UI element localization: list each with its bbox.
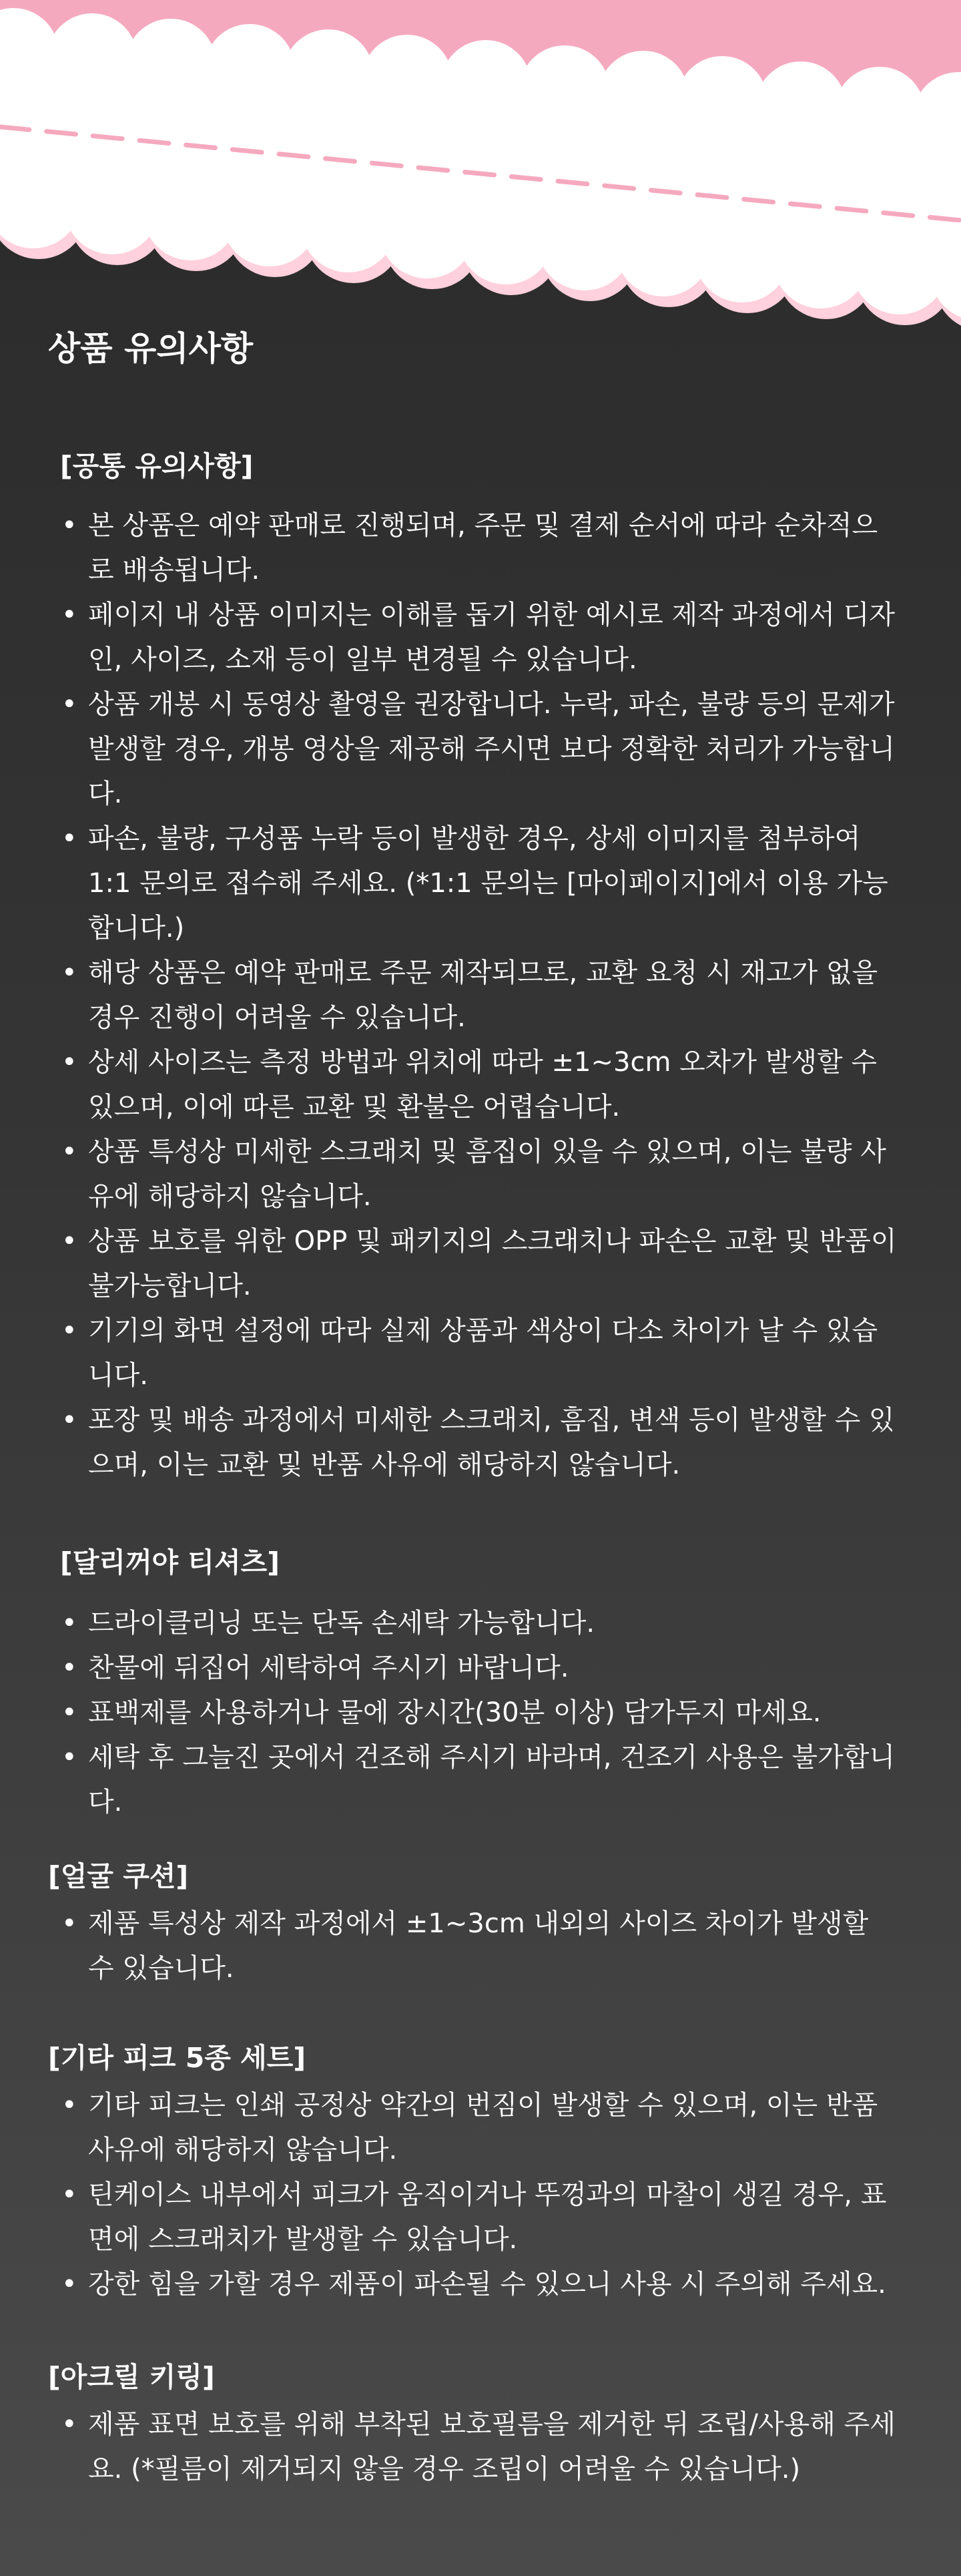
bullet-icon: • — [61, 1226, 77, 1257]
list-item: • 찬물에 뒤집어 세탁하여 주시기 바랍니다. — [48, 1646, 897, 1691]
bullet-icon: • — [61, 1136, 77, 1167]
list-item: • 표백제를 사용하거나 물에 장시간(30분 이상) 담가두지 마세요. — [48, 1691, 897, 1735]
list-item: • 제품 표면 보호를 위해 부착된 보호필름을 제거한 뒤 조립/사용해 주세요. (*필름이 제거되지 않을 경우 조립이 어려울 수 있습니다.) — [48, 2402, 897, 2492]
list-item: • 강한 힘을 가할 경우 제품이 파손될 수 있으니 사용 시 주의해 주세요. — [48, 2262, 897, 2307]
section-heading-common: [공통 유의사항] — [60, 450, 254, 482]
bullet-icon: • — [61, 510, 77, 541]
section-heading-cushion: [얼굴 쿠션] — [48, 1860, 189, 1892]
section-heading-guitar-pick: [기타 피크 5종 세트] — [48, 2042, 306, 2074]
bullet-icon: • — [61, 957, 77, 988]
list-item: • 본 상품은 예약 판매로 진행되며, 주문 및 결제 순서에 따라 순차적으로 배송됩니다. — [48, 503, 897, 593]
bullet-icon: • — [61, 600, 77, 630]
white-scallop-top — [362, 35, 452, 126]
list-item: • 기기의 화면 설정에 따라 실제 상품과 색상이 다소 차이가 날 수 있습니다. — [48, 1309, 897, 1398]
bullet-icon: • — [61, 1047, 77, 1078]
common-notes-list — [48, 503, 897, 1488]
white-scallop-top — [834, 67, 925, 158]
list-item: • 상세 사이즈는 측정 방법과 위치에 따라 ±1~3cm 오차가 발생할 수 있으며, 이에 따른 교환 및 환불은 어렵습니다. — [48, 1040, 897, 1130]
bullet-icon: • — [61, 823, 77, 854]
list-item: • 페이지 내 상품 이미지는 이해를 돕기 위한 예시로 제작 과정에서 디자인, 사이즈, 소재 등이 일부 변경될 수 있습니다. — [48, 593, 897, 682]
list-item: • 드라이클리닝 또는 단독 손세탁 가능합니다. — [48, 1601, 897, 1646]
bullet-icon: • — [61, 689, 77, 720]
bullet-icon: • — [61, 2409, 77, 2440]
white-scallop-top — [204, 24, 295, 115]
keyring-notes-list — [48, 2402, 897, 2492]
section-heading-tshirt: [달리꺼야 티셔츠] — [60, 1546, 280, 1578]
tshirt-notes-list — [48, 1601, 897, 1825]
bullet-icon: • — [61, 1405, 77, 1436]
cushion-notes-list — [48, 1902, 897, 1991]
bullet-icon: • — [61, 1697, 77, 1728]
list-item: • 틴케이스 내부에서 피크가 움직이거나 뚜껑과의 마찰이 생길 경우, 표면에 스크래치가 발생할 수 있습니다. — [48, 2173, 897, 2262]
list-item: • 상품 특성상 미세한 스크래치 및 흠집이 있을 수 있으며, 이는 불량 사유에 해당하지 않습니다. — [48, 1130, 897, 1219]
white-scallop-top — [755, 61, 846, 152]
bullet-icon: • — [61, 1653, 77, 1683]
guitar-pick-notes-list — [48, 2083, 897, 2307]
list-item: • 기타 피크는 인쇄 공정상 약간의 번짐이 발생할 수 있으며, 이는 반품 사유에 해당하지 않습니다. — [48, 2083, 897, 2173]
bullet-icon: • — [61, 1908, 77, 1939]
list-item: • 제품 특성상 제작 과정에서 ±1~3cm 내외의 사이즈 차이가 발생할 수 있습니다. — [48, 1902, 897, 1991]
list-item: • 세탁 후 그늘진 곳에서 건조해 주시기 바라며, 건조기 사용은 불가합니다. — [48, 1735, 897, 1825]
list-item: • 파손, 불량, 구성품 누락 등이 발생한 경우, 상세 이미지를 첨부하여 1:1 문의로 접수해 주세요. (*1:1 문의는 [마이페이지]에서 이용 가능합니다.) — [48, 817, 897, 951]
white-scallop-top — [283, 29, 374, 120]
white-scallop-top — [519, 45, 610, 136]
list-item: • 해당 상품은 예약 판매로 주문 제작되므로, 교환 요청 시 재고가 없을 경우 진행이 어려울 수 있습니다. — [48, 951, 897, 1040]
white-scallop-top — [125, 19, 216, 110]
bullet-icon: • — [61, 2269, 77, 2300]
white-scallop-top — [677, 56, 767, 147]
section-heading-acrylic-keyring: [아크릴 키링] — [48, 2361, 215, 2393]
list-item: • 상품 개봉 시 동영상 촬영을 권장합니다. 누락, 파손, 불량 등의 문제가 발생할 경우, 개봉 영상을 제공해 주시면 보다 정확한 처리가 가능합니다. — [48, 682, 897, 817]
list-item: • 상품 보호를 위한 OPP 및 패키지의 스크래치나 파손은 교환 및 반품이 불가능합니다. — [48, 1219, 897, 1309]
bullet-icon: • — [61, 1608, 77, 1639]
white-scallop-top — [440, 40, 531, 131]
bullet-icon: • — [61, 2179, 77, 2210]
bullet-icon: • — [61, 1315, 77, 1346]
list-item: • 포장 및 배송 과정에서 미세한 스크래치, 흠집, 변색 등이 발생할 수 있으며, 이는 교환 및 반품 사유에 해당하지 않습니다. — [48, 1398, 897, 1488]
bullet-icon: • — [61, 1742, 77, 1773]
page-title: 상품 유의사항 — [48, 329, 254, 368]
white-scallop-top — [598, 51, 689, 142]
bullet-icon: • — [61, 2090, 77, 2121]
white-scallop-top — [47, 13, 137, 104]
scalloped-banner-decoration — [0, 0, 961, 327]
